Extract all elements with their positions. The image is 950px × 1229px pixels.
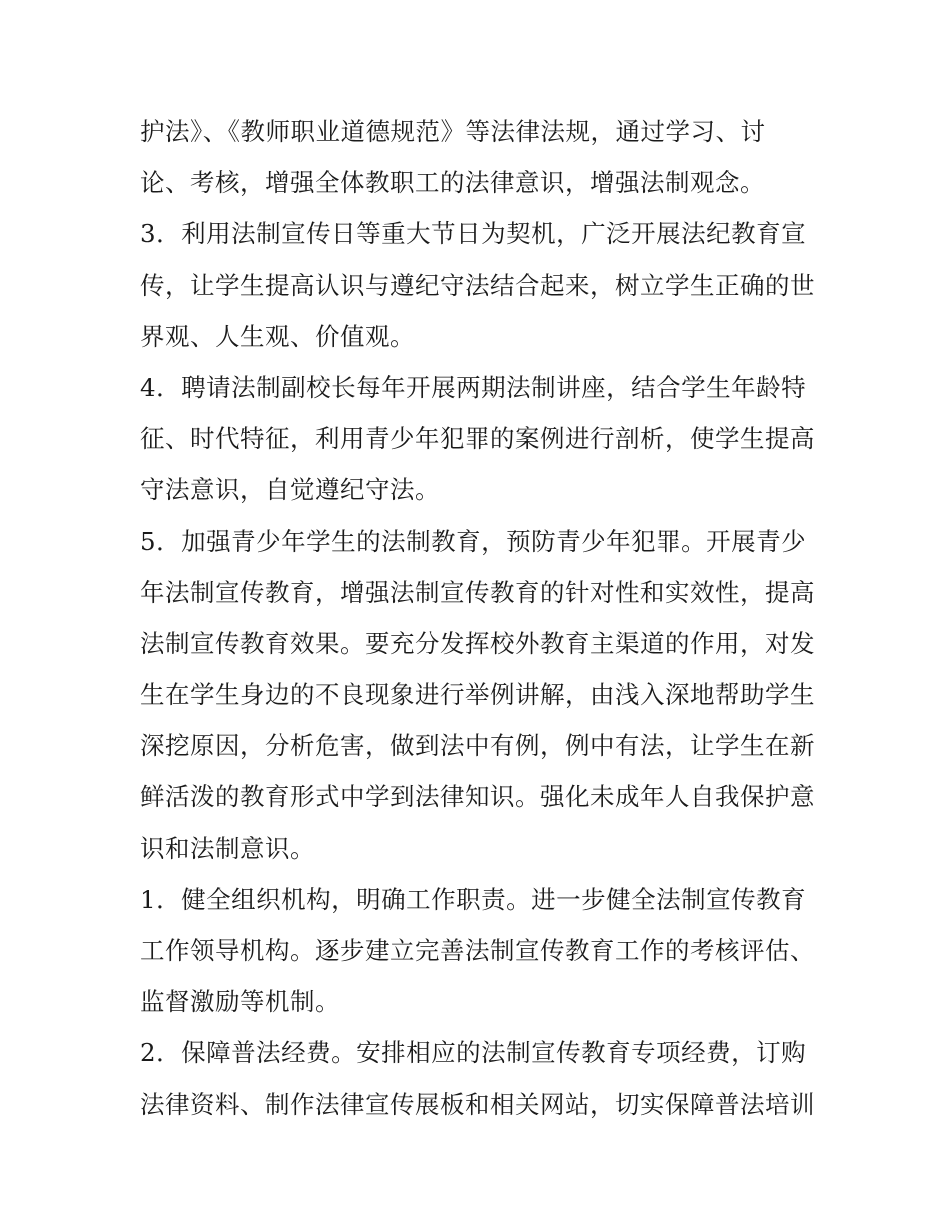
- text-line: 监督激励等机制。: [140, 987, 340, 1017]
- text-line: 工作领导机构。逐步建立完善法制宣传教育工作的考核评估、: [140, 936, 815, 965]
- text-line: 生在学生身边的不良现象进行举例讲解，由浅入深地帮助学生: [140, 680, 815, 710]
- text-line: 年法制宣传教育，增强法制宣传教育的针对性和实效性，提高: [140, 577, 815, 607]
- text-line: 传，让学生提高认识与遵纪守法结合起来，树立学生正确的世: [140, 270, 815, 300]
- text-line: 3．利用法制宣传日等重大节日为契机，广泛开展法纪教育宣: [140, 219, 807, 249]
- text-line: 界观、人生观、价值观。: [140, 321, 415, 351]
- text-line: 论、考核，增强全体教职工的法律意识，增强法制观念。: [140, 168, 765, 198]
- text-line: 护法》、《教师职业道德规范》等法律法规，通过学习、讨: [140, 117, 766, 146]
- document-body: [140, 106, 820, 1130]
- text-line: 识和法制意识。: [140, 833, 315, 863]
- text-line: 2．保障普法经费。安排相应的法制宣传教育专项经费，订购: [140, 1038, 807, 1068]
- text-line: 4．聘请法制副校长每年开展两期法制讲座，结合学生年龄特: [140, 372, 807, 402]
- text-line: 1．健全组织机构，明确工作职责。进一步健全法制宣传教育: [140, 884, 807, 914]
- text-line: 法律资料、制作法律宣传展板和相关网站，切实保障普法培训: [140, 1089, 815, 1119]
- text-line: 法制宣传教育效果。要充分发挥校外教育主渠道的作用，对发: [140, 628, 815, 658]
- text-line: 5．加强青少年学生的法制教育，预防青少年犯罪。开展青少: [140, 526, 807, 556]
- text-line: 守法意识，自觉遵纪守法。: [140, 475, 440, 505]
- text-line: 深挖原因，分析危害，做到法中有例，例中有法，让学生在新: [140, 731, 815, 761]
- text-line: 征、时代特征，利用青少年犯罪的案例进行剖析，使学生提高: [140, 424, 815, 454]
- text-line: 鲜活泼的教育形式中学到法律知识。强化未成年人自我保护意: [140, 782, 815, 812]
